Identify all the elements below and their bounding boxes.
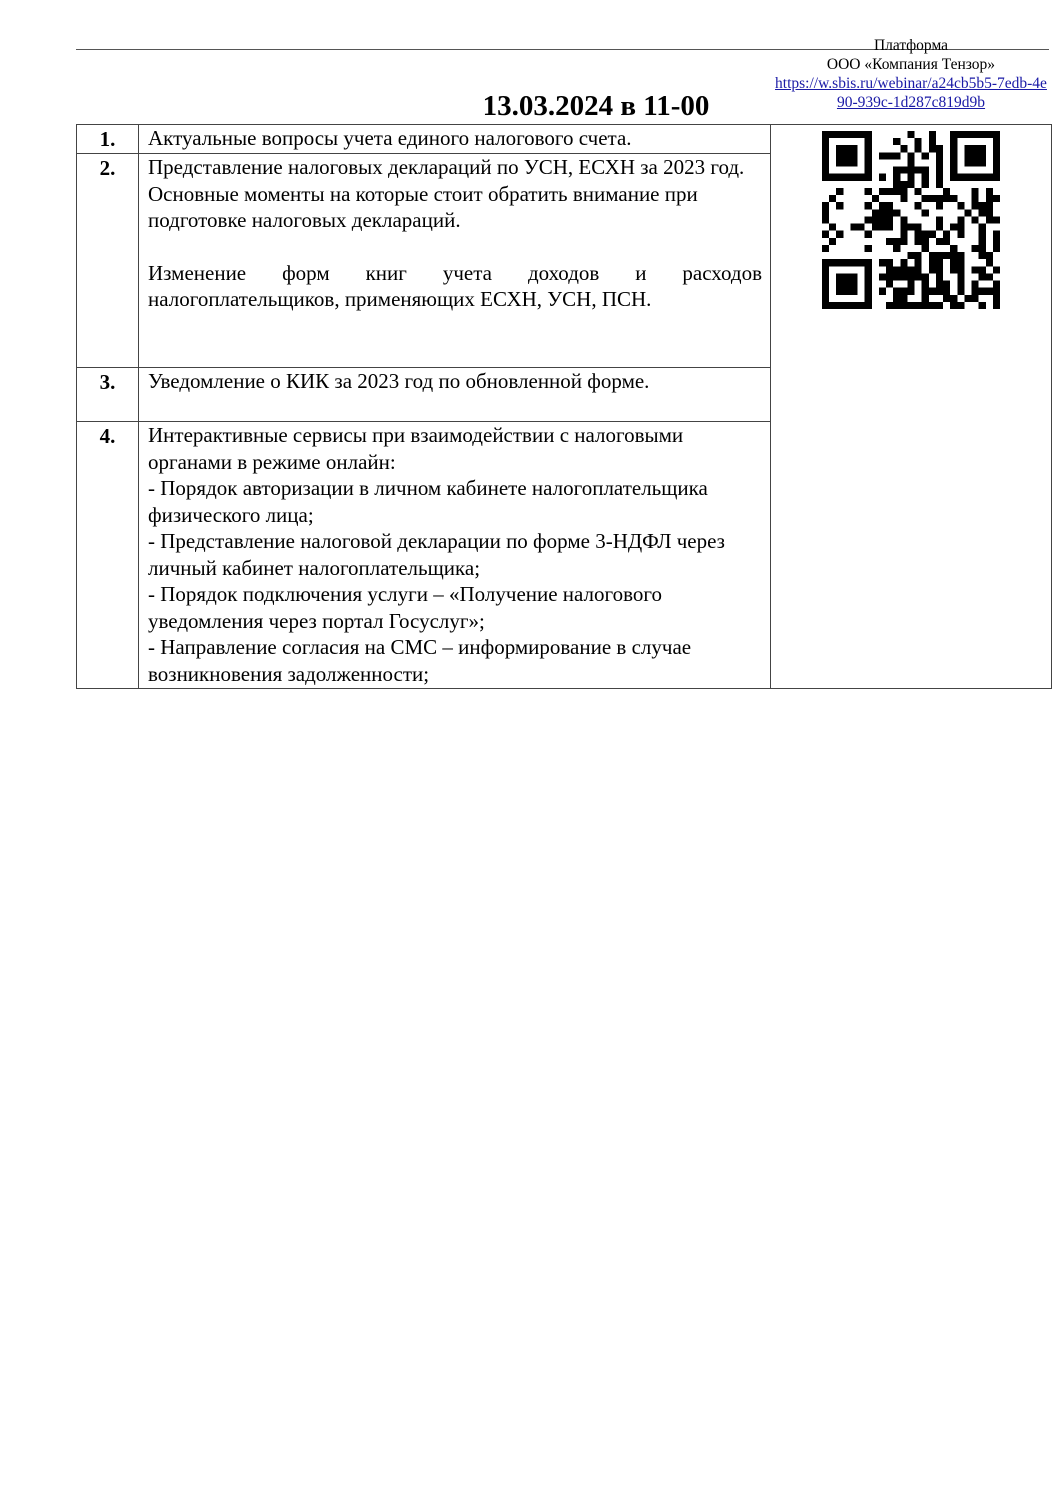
topic-cell — [139, 422, 771, 689]
topic-text: Актуальные вопросы учета единого налогового счета. — [148, 126, 632, 150]
topic-text: - Порядок подключения услуги – «Получение налогового уведомления через портал Госуслуг»; — [148, 582, 662, 633]
row-number: 1. — [99, 127, 116, 151]
date-heading: 13.03.2024 в 11-00 — [482, 90, 710, 122]
row-number-cell — [77, 125, 139, 154]
topic-text: Интерактивные сервисы при взаимодействии с налоговыми органами в режиме онлайн: — [148, 423, 684, 474]
row-number: 4. — [99, 424, 116, 448]
topic-text: Основные моменты на которые стоит обратить внимание при подготовке налоговых деклараций. — [148, 181, 698, 232]
qr-code-icon — [822, 131, 1000, 309]
topic-text: Уведомление о КИК за 2023 год по обновленной форме. — [148, 369, 650, 393]
company-name: ООО «Компания Тензор» — [826, 56, 996, 73]
topic-text: - Представление налоговой декларации по форме 3-НДФЛ через личный кабинет налогоплательщика; — [148, 529, 725, 580]
topic-text: - Порядок авторизации в личном кабинете налогоплательщика физического лица; — [148, 476, 708, 527]
topic-text: Представление налоговых деклараций по УСН, ЕСХН за 2023 год. — [148, 155, 745, 179]
platform-cell — [771, 37, 1052, 689]
row-number: 2. — [99, 156, 116, 180]
row-number: 3. — [99, 370, 116, 394]
platform-label: Платформа — [873, 37, 949, 54]
row-number-cell — [77, 368, 139, 422]
row-number-cell — [77, 422, 139, 689]
topic-cell — [139, 368, 771, 422]
topic-text: Изменение форм книг учета доходов и расходов налогоплательщиков, применяющих ЕСХН, УСН, ПСН. — [148, 260, 762, 311]
topic-text: - Направление согласия на СМС – информирование в случае возникновения задолженности; — [148, 635, 692, 686]
topic-cell — [139, 125, 771, 154]
webinar-link[interactable]: https://w.sbis.ru/webinar/a24cb5b5-7edb-4e90-939c-1d287c819d9b — [775, 75, 1047, 111]
topic-cell — [139, 154, 771, 368]
table-row — [77, 125, 1052, 154]
row-number-cell — [77, 154, 139, 368]
